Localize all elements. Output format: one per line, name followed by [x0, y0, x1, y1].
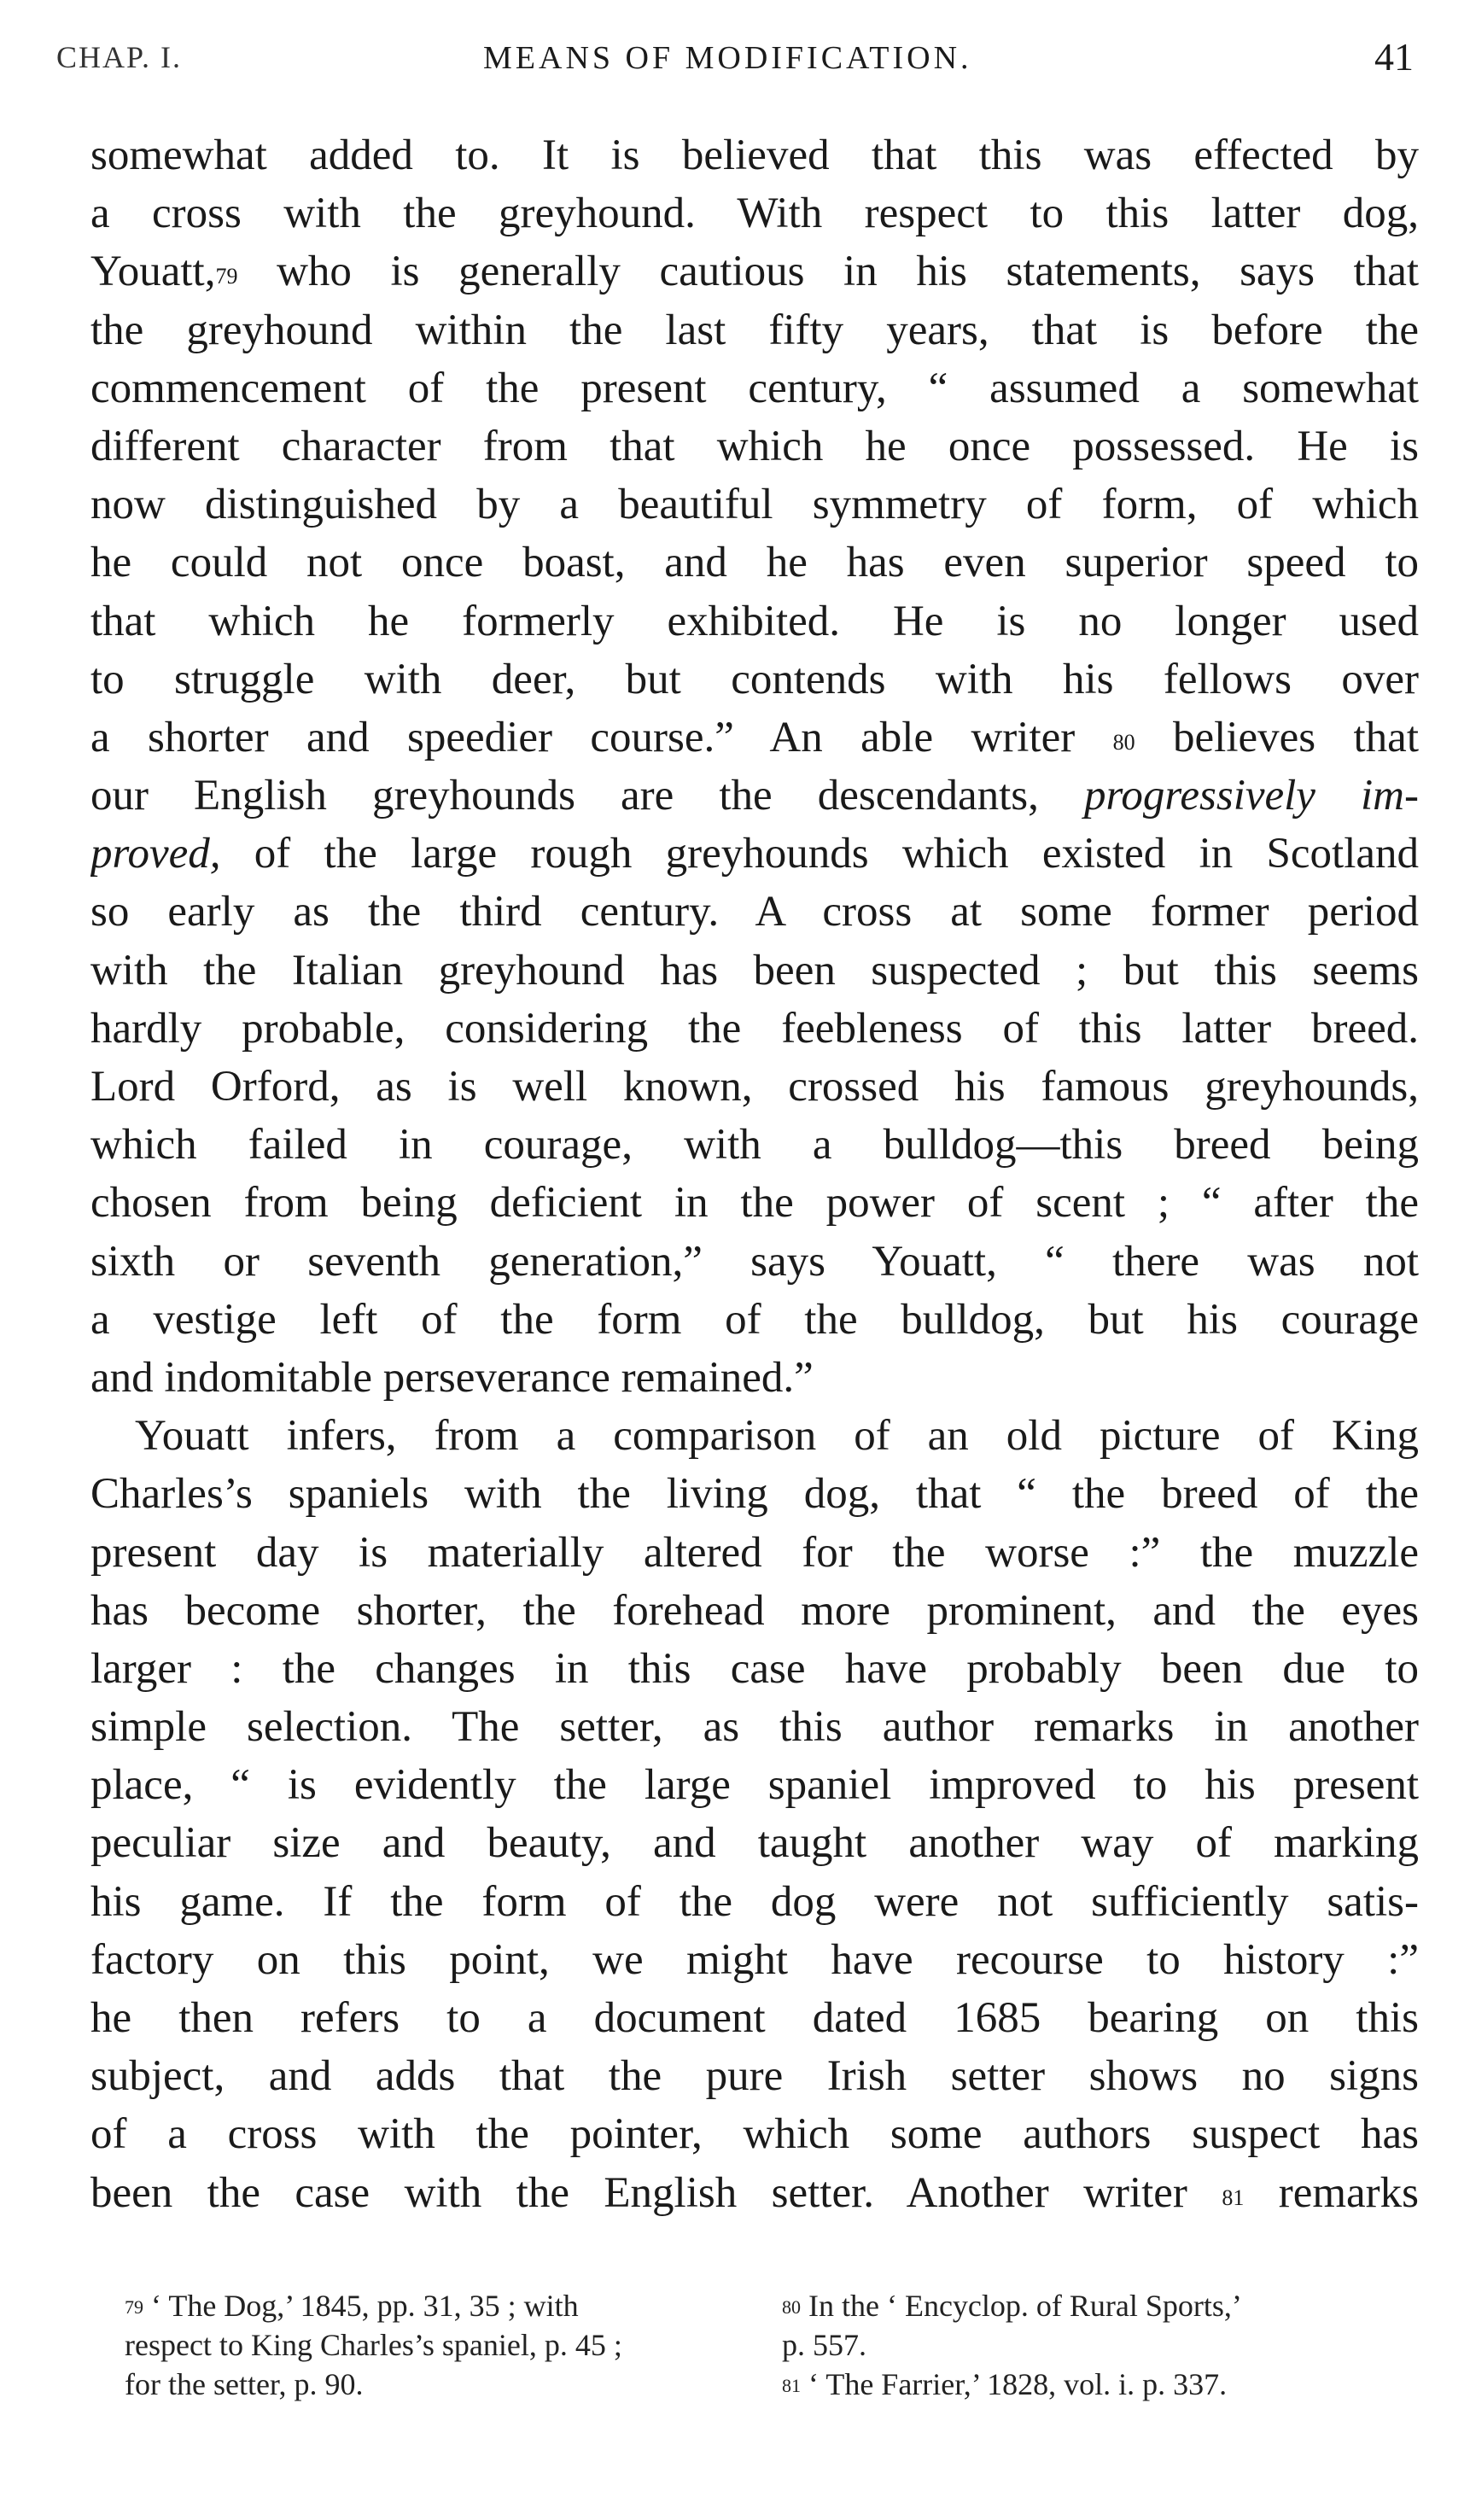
- text-segment: peculiar size and beauty, and taught another way of marking: [90, 1819, 1419, 1868]
- body-text: [90, 126, 1419, 2222]
- text-line: [90, 1000, 1419, 1058]
- text-segment: sixth or seventh generation,” says Youatt, “ there was not: [90, 1237, 1419, 1286]
- text-segment: different character from that which he once possessed. He is: [90, 422, 1419, 470]
- chapter-label: CHAP. I.: [56, 40, 183, 74]
- footnote-number: 81: [782, 2375, 801, 2396]
- footnote-reference: 81: [1222, 2185, 1245, 2210]
- text-line: [90, 1582, 1419, 1640]
- text-segment: larger : the changes in this case have probably been due to: [90, 1644, 1419, 1693]
- text-line: [90, 1116, 1419, 1174]
- text-segment: the greyhound within the last fifty years, that is before the: [90, 306, 1419, 354]
- italic-text: progressively im-: [1083, 772, 1419, 820]
- text-segment: with the Italian greyhound has been suspected ; but this seems: [90, 946, 1419, 995]
- text-segment: a shorter and speedier course.” An able writer: [90, 713, 1113, 761]
- text-segment: Youatt infers, from a comparison of an old picture of King: [135, 1412, 1419, 1461]
- text-segment: Youatt,: [90, 248, 216, 296]
- footnotes-left-column: [125, 2286, 756, 2404]
- text-line: [90, 1873, 1419, 1931]
- text-segment: our English greyhounds are the descendants,: [90, 772, 1084, 820]
- text-segment: a vestige left of the form of the bulldog, but his courage: [90, 1295, 1419, 1344]
- text-line: [90, 301, 1419, 359]
- text-segment: to struggle with deer, but contends with his fellows over: [90, 655, 1419, 703]
- text-line: [90, 534, 1419, 592]
- footnote-text: p. 557.: [782, 2328, 866, 2362]
- text-segment: and indomitable perseverance remained.”: [90, 1353, 814, 1402]
- footnote-reference: 80: [1112, 729, 1135, 755]
- text-segment: now distinguished by a beautiful symmetry of form, of which: [90, 481, 1419, 529]
- text-segment: so early as the third century. A cross at some former period: [90, 888, 1419, 936]
- text-segment: simple selection. The setter, as this author remarks in another: [90, 1703, 1419, 1752]
- text-line: [90, 1465, 1419, 1523]
- italic-text: proved,: [90, 830, 221, 878]
- text-segment: been the case with the English setter. Another writer: [90, 2168, 1222, 2217]
- text-line: [90, 2105, 1419, 2163]
- text-segment: of the large rough greyhounds which existed in Scotland: [220, 830, 1419, 878]
- text-line: [90, 1058, 1419, 1116]
- page-header: [56, 34, 1414, 102]
- text-line: [90, 1814, 1419, 1872]
- text-line: [90, 1233, 1419, 1291]
- text-segment: Charles’s spaniels with the living dog, that “ the breed of the: [90, 1470, 1419, 1519]
- text-segment: somewhat added to. It is believed that this was effected by: [90, 131, 1419, 179]
- text-segment: he then refers to a document dated 1685 bearing on this: [90, 1994, 1419, 2042]
- text-line: [90, 417, 1419, 475]
- text-segment: a cross with the greyhound. With respect to this latter dog,: [90, 190, 1419, 238]
- text-line: [90, 1640, 1419, 1698]
- text-segment: subject, and adds that the pure Irish setter shows no signs: [90, 2052, 1419, 2101]
- footnote-number: 79: [125, 2296, 143, 2318]
- footnote-text: respect to King Charles’s spaniel, p. 45 ;: [125, 2328, 622, 2362]
- text-segment: hardly probable, considering the feebleness of this latter breed.: [90, 1004, 1419, 1053]
- footnotes-right-column: [782, 2286, 1431, 2404]
- text-segment: he could not once boast, and he has even superior speed to: [90, 539, 1419, 587]
- text-segment: that which he formerly exhibited. He is no longer used: [90, 597, 1419, 645]
- footnote-line: [125, 2325, 756, 2365]
- text-line: [90, 242, 1419, 300]
- text-segment: factory on this point, we might have recourse to history :”: [90, 1935, 1419, 1984]
- footnote-line: [782, 2325, 1431, 2365]
- text-line: [90, 1989, 1419, 2047]
- text-line: [90, 767, 1419, 825]
- text-line: [90, 942, 1419, 1000]
- text-segment: place, “ is evidently the large spaniel improved to his present: [90, 1761, 1419, 1810]
- text-line: [90, 650, 1419, 709]
- text-segment: believes that: [1135, 713, 1419, 761]
- text-segment: of a cross with the pointer, which some authors suspect has: [90, 2110, 1419, 2159]
- text-segment: who is generally cautious in his statements, says that: [237, 248, 1419, 296]
- footnote-line: [125, 2365, 756, 2404]
- footnote-text: ‘ The Dog,’ 1845, pp. 31, 35 ; with: [143, 2289, 579, 2323]
- text-segment: chosen from being deficient in the power of scent ; “ after the: [90, 1179, 1419, 1228]
- footnote-line: [782, 2286, 1431, 2325]
- text-line: [90, 825, 1419, 883]
- running-title: MEANS OF MODIFICATION.: [483, 40, 972, 76]
- text-line: [90, 126, 1419, 184]
- text-segment: present day is materially altered for the worse :” the muzzle: [90, 1528, 1419, 1577]
- text-line: [90, 359, 1419, 417]
- page-number: 41: [1374, 35, 1414, 79]
- footnote-line: [125, 2286, 756, 2325]
- text-segment: his game. If the form of the dog were not sufficiently satis-: [90, 1877, 1419, 1926]
- text-line: [90, 1524, 1419, 1582]
- text-line: [90, 1756, 1419, 1814]
- text-line: [90, 592, 1419, 650]
- text-line: [90, 709, 1419, 767]
- text-line: [90, 1349, 1419, 1407]
- text-segment: which failed in courage, with a bulldog—this breed being: [90, 1121, 1419, 1170]
- footnote-line: [782, 2365, 1431, 2404]
- text-line: [90, 883, 1419, 941]
- text-line: [90, 1174, 1419, 1232]
- footnote-text: for the setter, p. 90.: [125, 2367, 364, 2401]
- text-segment: commencement of the present century, “ assumed a somewhat: [90, 364, 1419, 412]
- text-line: [90, 184, 1419, 242]
- footnote-text: In the ‘ Encyclop. of Rural Sports,’: [801, 2289, 1242, 2323]
- footnote-number: 80: [782, 2296, 801, 2318]
- text-segment: remarks: [1244, 2168, 1419, 2217]
- footnote-text: ‘ The Farrier,’ 1828, vol. i. p. 337.: [801, 2367, 1228, 2401]
- text-segment: Lord Orford, as is well known, crossed his famous greyhounds,: [90, 1063, 1419, 1111]
- text-line: [90, 1698, 1419, 1756]
- text-line: [90, 2164, 1419, 2222]
- text-segment: has become shorter, the forehead more prominent, and the eyes: [90, 1586, 1419, 1635]
- text-line: [90, 1407, 1419, 1465]
- text-line: [90, 2047, 1419, 2105]
- text-line: [90, 1931, 1419, 1989]
- footnote-reference: 79: [215, 264, 238, 289]
- text-line: [90, 475, 1419, 534]
- text-line: [90, 1291, 1419, 1349]
